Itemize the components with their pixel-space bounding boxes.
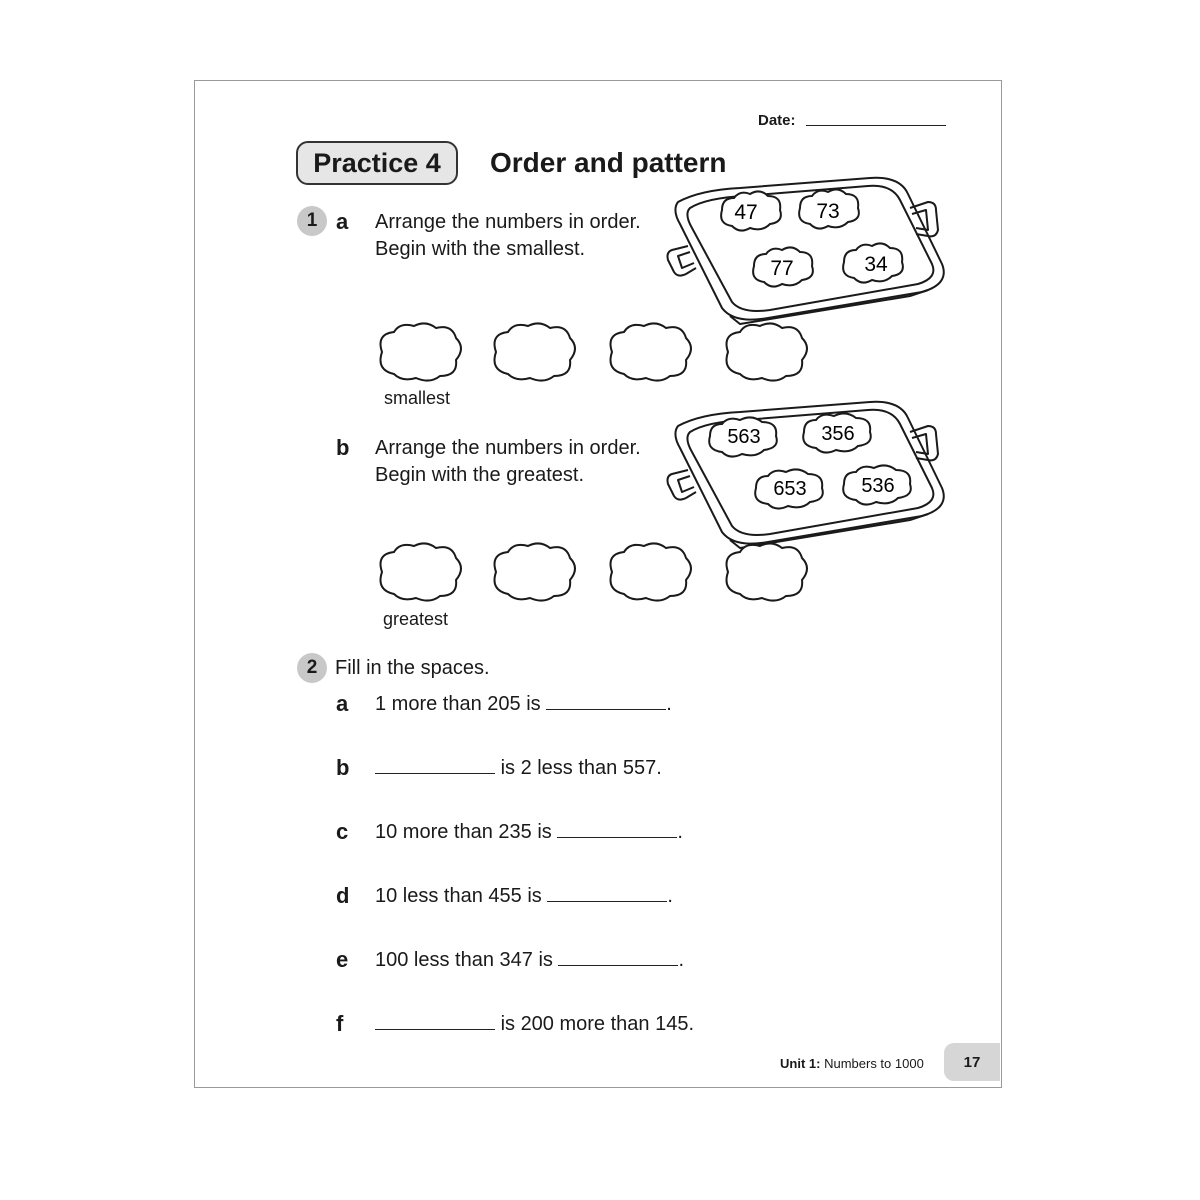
answer-cloud-b-3 <box>611 543 692 600</box>
question-1a-letter: a <box>336 209 349 234</box>
question-1a-line1: Arrange the numbers in order. <box>375 211 641 233</box>
answer-blank-2e[interactable] <box>558 947 678 966</box>
tray-b-number: 563 <box>727 426 761 448</box>
date-field[interactable] <box>806 125 946 126</box>
question-2e-after: . <box>678 949 685 971</box>
tray-a-cookies <box>721 189 903 286</box>
question-2c-text <box>375 819 683 846</box>
answer-cloud-b-4 <box>727 543 808 600</box>
question-1b-letter: b <box>336 435 350 460</box>
question-2b-letter: b <box>336 755 350 780</box>
question-2e-letter: e <box>336 947 349 972</box>
question-2e-text <box>375 947 684 974</box>
caption-smallest: smallest <box>384 388 451 408</box>
question-2f-letter: f <box>336 1011 344 1036</box>
tray-b-illustration <box>660 392 950 557</box>
question-2d-text <box>375 883 673 910</box>
date-label: Date: <box>758 112 796 129</box>
question-2f-text <box>375 1011 694 1038</box>
answer-cloud-a-3 <box>611 323 692 380</box>
answer-blank-2d[interactable] <box>547 883 667 902</box>
question-2a-before: 1 more than 205 is <box>375 693 541 715</box>
answer-blank-2b[interactable] <box>375 755 495 774</box>
question-2d-after: . <box>667 885 673 907</box>
footer-unit <box>780 1056 924 1071</box>
tray-b-cookies <box>709 413 911 508</box>
question-2e-before: 100 less than 347 is <box>375 949 553 971</box>
answer-blank-2f[interactable] <box>375 1011 495 1030</box>
answer-cloud-b-1 <box>381 543 462 600</box>
tray-b-number: 536 <box>861 475 895 497</box>
question-2c-before: 10 more than 235 is <box>375 821 552 843</box>
answer-cloud-a-2 <box>495 323 576 380</box>
question-1-number: 1 <box>297 206 327 236</box>
question-2b-after: is 2 less than 557. <box>500 757 662 779</box>
practice-badge <box>296 141 458 185</box>
question-2a-text <box>375 691 672 718</box>
answer-row-a <box>370 318 820 388</box>
caption-greatest: greatest <box>383 609 449 629</box>
practice-label: Practice 4 <box>313 147 441 178</box>
question-2a-letter: a <box>336 691 349 716</box>
page-title: Order and pattern <box>490 147 727 178</box>
tray-b-number: 653 <box>773 478 807 500</box>
question-2c-after: . <box>677 821 683 843</box>
question-1b-line1: Arrange the numbers in order. <box>375 437 641 459</box>
question-2d-before: 10 less than 455 is <box>375 885 542 907</box>
question-1b-text <box>375 435 641 489</box>
answer-row-b <box>370 538 820 608</box>
footer-unit-name: Numbers to 1000 <box>824 1056 924 1071</box>
tray-a-illustration <box>660 168 950 333</box>
question-2c-letter: c <box>336 819 349 844</box>
tray-a-number: 73 <box>816 200 840 223</box>
question-1b-line2: Begin with the greatest. <box>375 464 585 486</box>
answer-cloud-a-1 <box>381 323 462 380</box>
question-1a-text <box>375 209 641 263</box>
tray-a-number: 47 <box>734 201 758 224</box>
answer-blank-2a[interactable] <box>546 691 666 710</box>
question-2b-text <box>375 755 662 782</box>
tray-a-number: 77 <box>770 257 794 280</box>
page-number: 17 <box>963 1053 981 1071</box>
answer-blank-2c[interactable] <box>557 819 677 838</box>
tray-b-number: 356 <box>821 423 855 445</box>
answer-cloud-b-2 <box>495 543 576 600</box>
question-1a-line2: Begin with the smallest. <box>375 238 586 260</box>
page-number-tab <box>944 1043 1000 1081</box>
answer-cloud-a-4 <box>727 323 808 380</box>
question-2-number: 2 <box>297 653 327 683</box>
question-2d-letter: d <box>336 883 350 908</box>
question-2-instruction: Fill in the spaces. <box>335 657 490 679</box>
question-2a-after: . <box>666 693 672 715</box>
question-2f-after: is 200 more than 145. <box>500 1013 695 1035</box>
footer-unit-label: Unit 1: <box>780 1056 821 1071</box>
tray-a-number: 34 <box>864 253 888 276</box>
